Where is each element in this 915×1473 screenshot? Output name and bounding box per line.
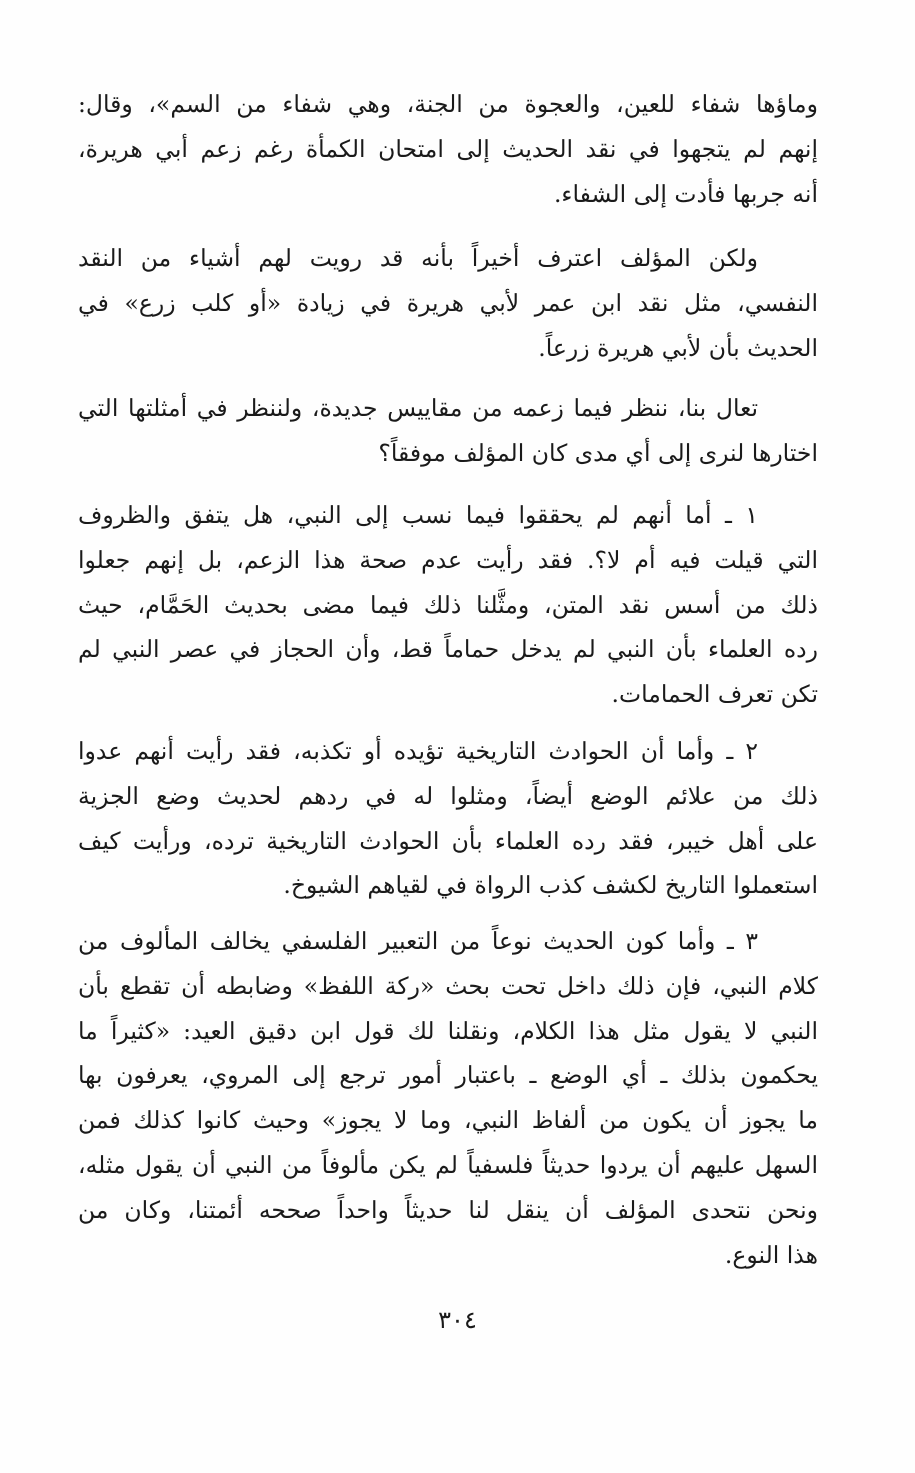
paragraph-3 bbox=[78, 386, 818, 476]
text-line: كلام النبي، فإن ذلك داخل تحت بحث «ركة اللفظ» وضابطه أن تقطع بأن bbox=[78, 971, 818, 1000]
text-line: ١ ـ أما أنهم لم يحققوا فيما نسب إلى النبي، هل يتفق والظروف bbox=[78, 501, 758, 529]
text-line: هذا النوع. bbox=[724, 1240, 818, 1269]
text-line: ولكن المؤلف اعترف أخيراً بأنه قد رويت لهم أشياء من النقد bbox=[78, 244, 758, 272]
paragraph-5 bbox=[78, 729, 818, 908]
text-line: الحديث بأن لأبي هريرة زرعاً. bbox=[538, 333, 818, 362]
text-line: إنهم لم يتجهوا في نقد الحديث إلى امتحان الكمأة رغم زعم أبي هريرة، bbox=[78, 134, 818, 163]
text-line: ذلك من أسس نقد المتن، ومثَّلنا ذلك فيما مضى بحديث الحَمَّام، حيث bbox=[78, 590, 818, 619]
text-line: السهل عليهم أن يردوا حديثاً فلسفياً لم يكن مألوفاً من النبي أن يقول مثله، bbox=[78, 1150, 818, 1179]
page-number: ٣٠٤ bbox=[438, 1306, 477, 1334]
paragraph-4 bbox=[78, 493, 818, 717]
text-line: يحكمون بذلك ـ أي الوضع ـ باعتبار أمور ترجع إلى المروي، يعرفون بها bbox=[78, 1061, 818, 1090]
text-line: رده العلماء بأن النبي لم يدخل حماماً قط، وأن الحجاز في عصر النبي لم bbox=[78, 635, 818, 664]
text-line: ٣ ـ وأما كون الحديث نوعاً من التعبير الفلسفي يخالف المألوف من bbox=[78, 927, 758, 955]
text-line: تعال بنا، ننظر فيما زعمه من مقاييس جديدة، ولننظر في أمثلتها التي bbox=[78, 394, 758, 422]
text-line: اختارها لنرى إلى أي مدى كان المؤلف موفقاً؟ bbox=[378, 438, 818, 467]
text-line: ٢ ـ وأما أن الحوادث التاريخية تؤيده أو تكذبه، فقد رأيت أنهم عدوا bbox=[78, 737, 758, 765]
text-line: النبي لا يقول مثل هذا الكلام، ونقلنا لك قول ابن دقيق العيد: «كثيراً ما bbox=[78, 1016, 818, 1045]
text-line: تكن تعرف الحمامات. bbox=[611, 680, 818, 709]
paragraph-2 bbox=[78, 236, 818, 370]
text-line: على أهل خيبر، فقد رده العلماء بأن الحوادث التاريخية ترده، ورأيت كيف bbox=[78, 826, 818, 855]
paragraph-1 bbox=[78, 82, 818, 216]
text-line: التي قيلت فيه أم لا؟. فقد رأيت عدم صحة هذا الزعم، بل إنهم جعلوا bbox=[78, 545, 818, 574]
text-line: ما يجوز أن يكون من ألفاظ النبي، وما لا يجوز» وحيث كانوا كذلك فمن bbox=[78, 1106, 818, 1135]
text-line: ونحن نتحدى المؤلف أن ينقل لنا حديثاً واحداً صححه أئمتنا، وكان من bbox=[78, 1195, 818, 1224]
text-line: النفسي، مثل نقد ابن عمر لأبي هريرة في زيادة «أو كلب زرع» في bbox=[78, 288, 818, 317]
text-line: وماؤها شفاء للعين، والعجوة من الجنة، وهي شفاء من السم»، وقال: bbox=[78, 90, 818, 118]
text-line: استعملوا التاريخ لكشف كذب الرواة في لقياهم الشيوخ. bbox=[283, 871, 818, 900]
paragraph-6 bbox=[78, 919, 818, 1277]
text-line: أنه جربها فأدت إلى الشفاء. bbox=[553, 179, 818, 208]
text-line: ذلك من علائم الوضع أيضاً، ومثلوا له في ردهم لحديث وضع الجزية bbox=[78, 781, 818, 810]
